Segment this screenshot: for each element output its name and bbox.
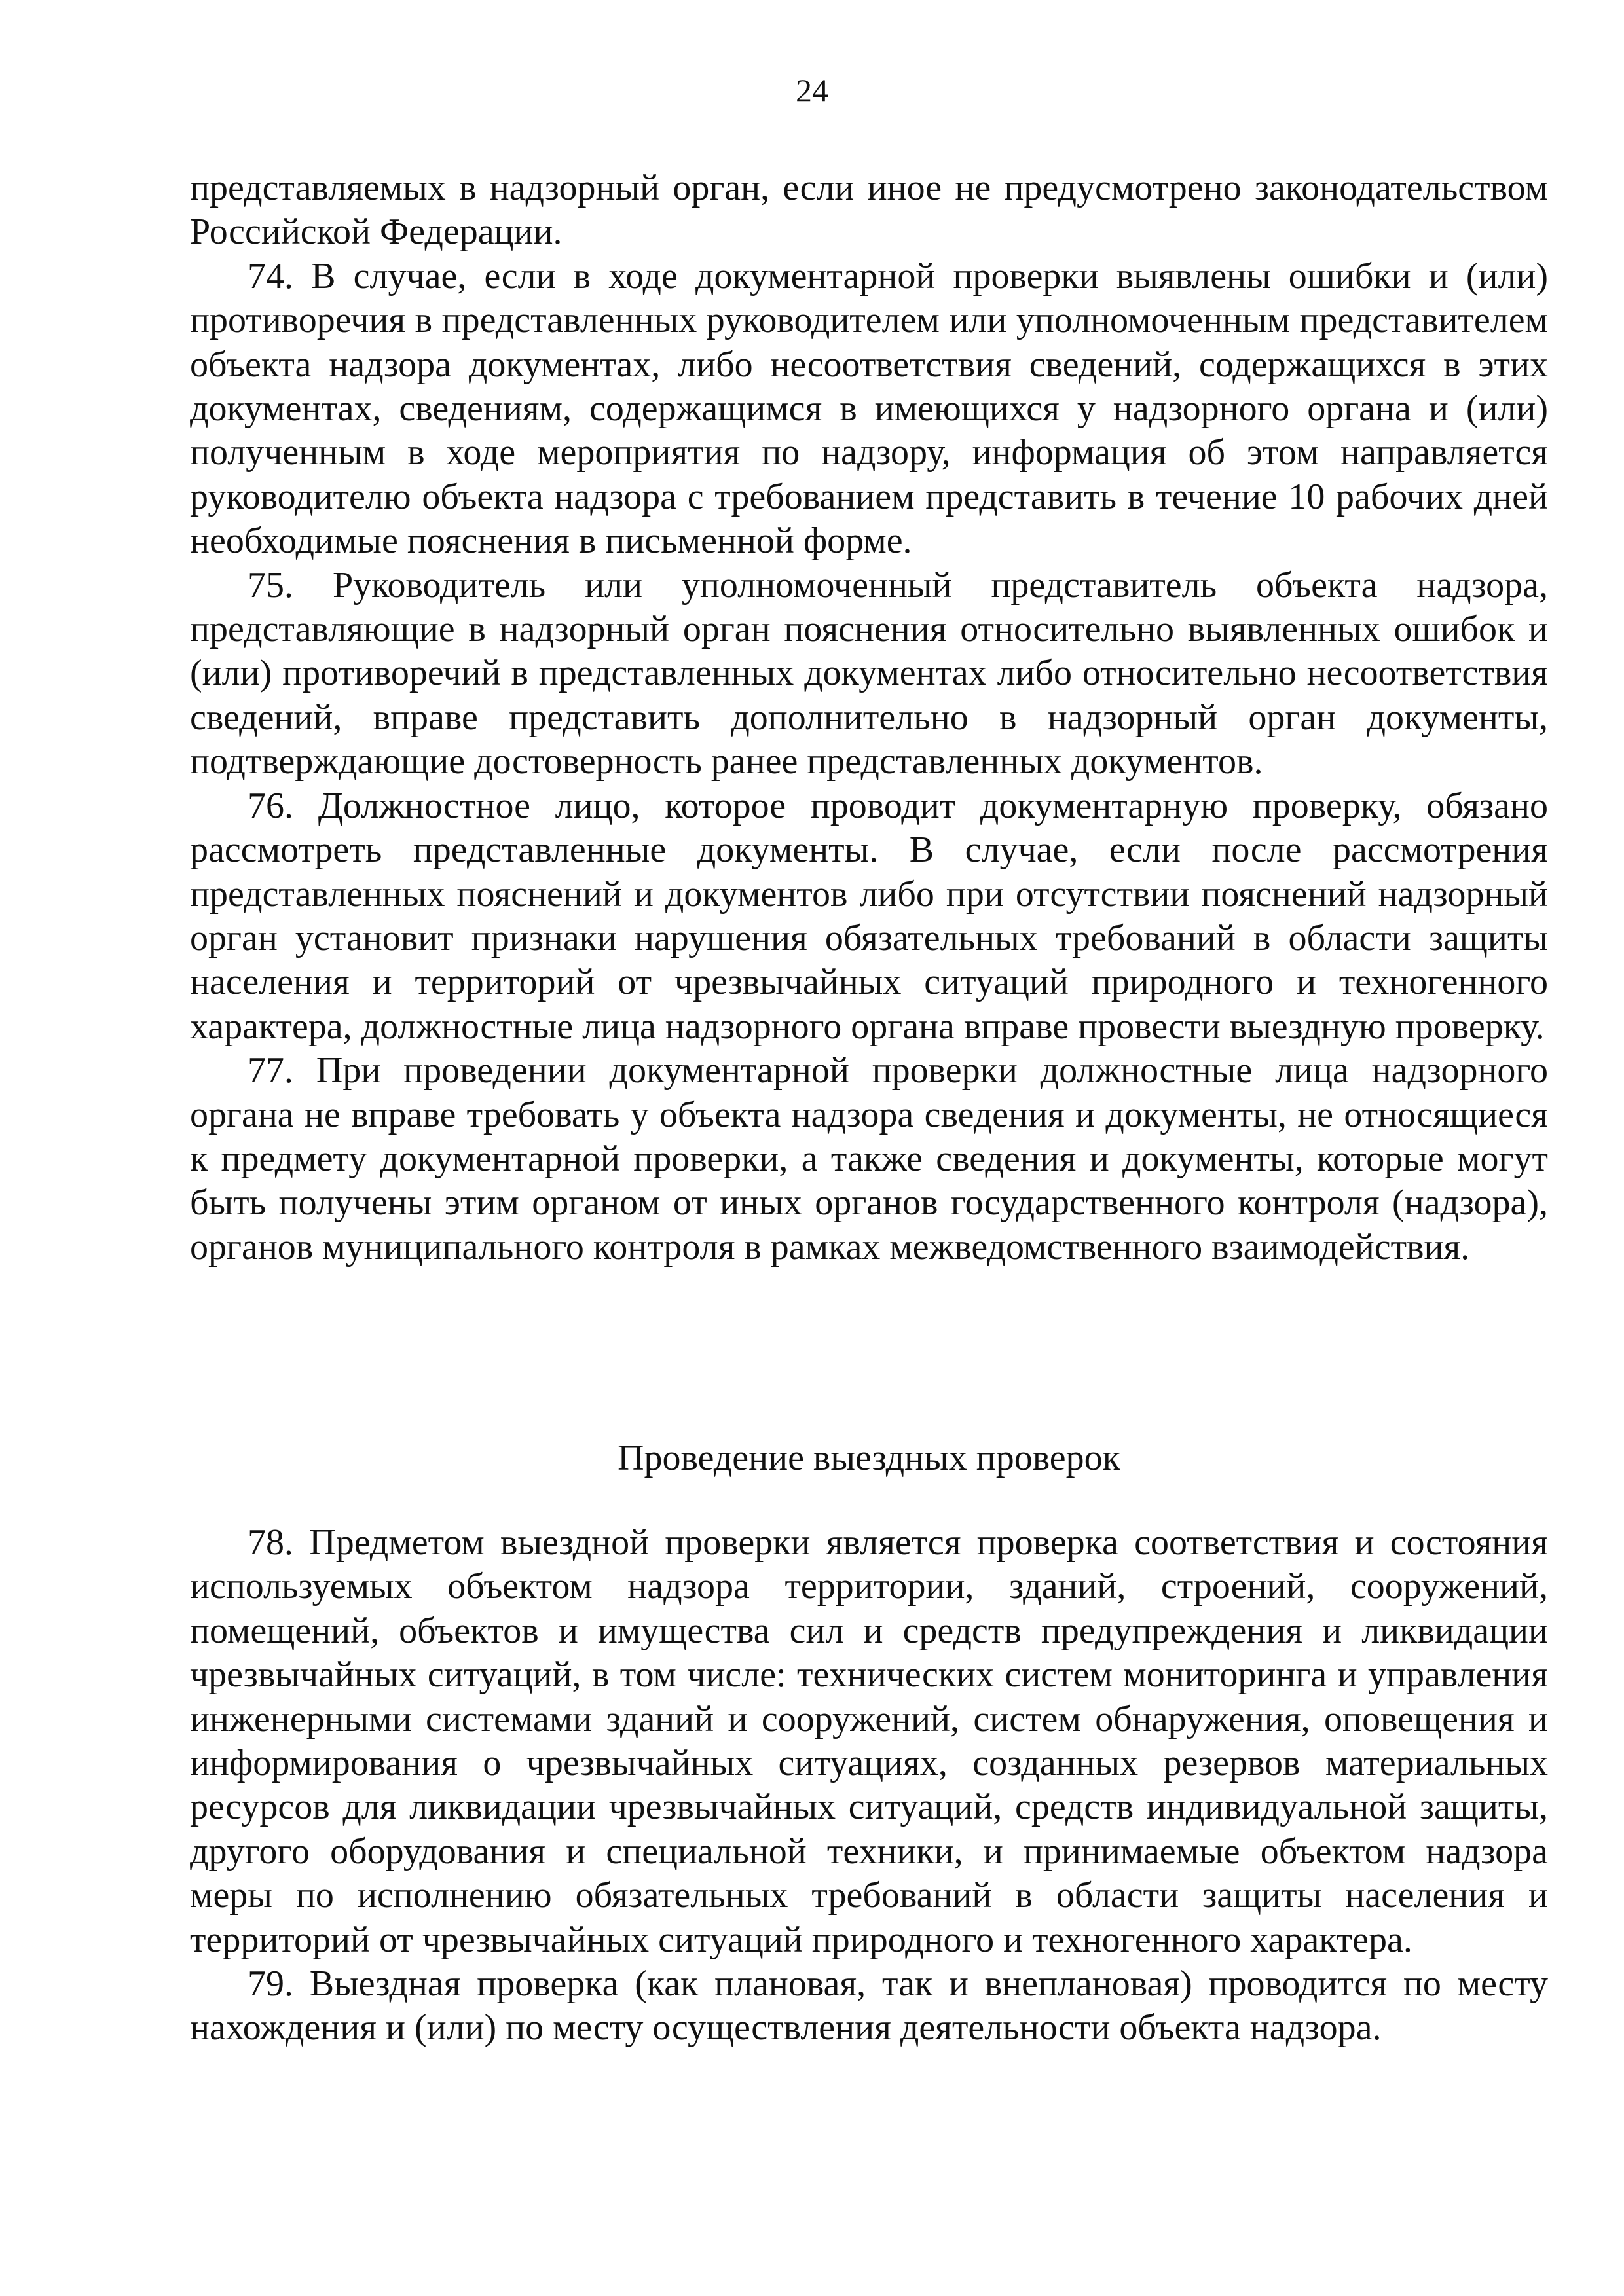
paragraph-number: 78.	[248, 1522, 293, 1563]
paragraph-number: 76.	[248, 785, 293, 826]
paragraph-text: Должностное лицо, которое проводит документарную проверку, обязано рассмотреть представленные документы. В случае, если после рассмотрения представленных пояснений и документов либо при отсутствии пояснений надзорный орган установит признаки нарушения обязательных требований в области защиты населения и территорий от чрезвычайных ситуаций природного и техногенного характера, должностные лица надзорного органа вправе провести выездную проверку.	[190, 785, 1549, 1047]
paragraph-78	[190, 1521, 1548, 1962]
section-heading: Проведение выездных проверок	[618, 1438, 1120, 1478]
paragraph-79	[190, 1962, 1548, 2050]
document-body-lower	[190, 1521, 1548, 2050]
paragraph-76	[190, 784, 1548, 1049]
paragraph-77	[190, 1049, 1548, 1269]
paragraph-text: В случае, если в ходе документарной проверки выявлены ошибки и (или) противоречия в представленных руководителем или уполномоченным представителем объекта надзора документах, либо несоответствия сведений, содержащихся в этих документах, сведениям, содержащимся в имеющихся у надзорного органа и (или) полученным в ходе мероприятия по надзору, информация об этом направляется руководителю объекта надзора с требованием представить в течение 10 рабочих дней необходимые пояснения в письменной форме.	[190, 255, 1549, 562]
paragraph-text: При проведении документарной проверки должностные лица надзорного органа не вправе требовать у объекта надзора сведения и документы, не относящиеся к предмету документарной проверки, а также сведения и документы, которые могут быть получены этим органом от иных органов государственного контроля (надзора), органов муниципального контроля в рамках межведомственного взаимодействия.	[190, 1050, 1549, 1267]
continuation-paragraph: представляемых в надзорный орган, если иное не предусмотрено законодательством Российской Федерации.	[190, 168, 1548, 253]
document-body-upper	[190, 166, 1548, 1269]
paragraph-number: 77.	[248, 1050, 293, 1091]
paragraph-74	[190, 255, 1548, 564]
paragraph-75	[190, 564, 1548, 784]
paragraph-number: 74.	[248, 255, 293, 297]
page-number: 24	[796, 72, 828, 109]
paragraph-number: 75.	[248, 564, 293, 606]
paragraph-text: Предметом выездной проверки является проверка соответствия и состояния используемых объектом надзора территории, зданий, строений, сооружений, помещений, объектов и имущества сил и средств предупреждения и ликвидации чрезвычайных ситуаций, в том числе: технических систем мониторинга и управления инженерными системами зданий и сооружений, систем обнаружения, оповещения и информирования о чрезвычайных ситуациях, созданных резервов материальных ресурсов для ликвидации чрезвычайных ситуаций, средств индивидуальной защиты, другого оборудования и специальной техники, и принимаемые объектом надзора меры по исполнению обязательных требований в области защиты населения и территорий от чрезвычайных ситуаций природного и техногенного характера.	[190, 1522, 1548, 1960]
paragraph-text: Руководитель или уполномоченный представитель объекта надзора, представляющие в надзорный орган пояснения относительно выявленных ошибок и (или) противоречий в представленных документах либо относительно несоответствия сведений, вправе представить дополнительно в надзорный орган документы, подтверждающие достоверность ранее представленных документов.	[190, 564, 1549, 782]
paragraph-number: 79.	[248, 1963, 293, 2005]
paragraph-text: Выездная проверка (как плановая, так и внеплановая) проводится по месту нахождения и (или) по месту осуществления деятельности объекта надзора.	[190, 1963, 1548, 2049]
